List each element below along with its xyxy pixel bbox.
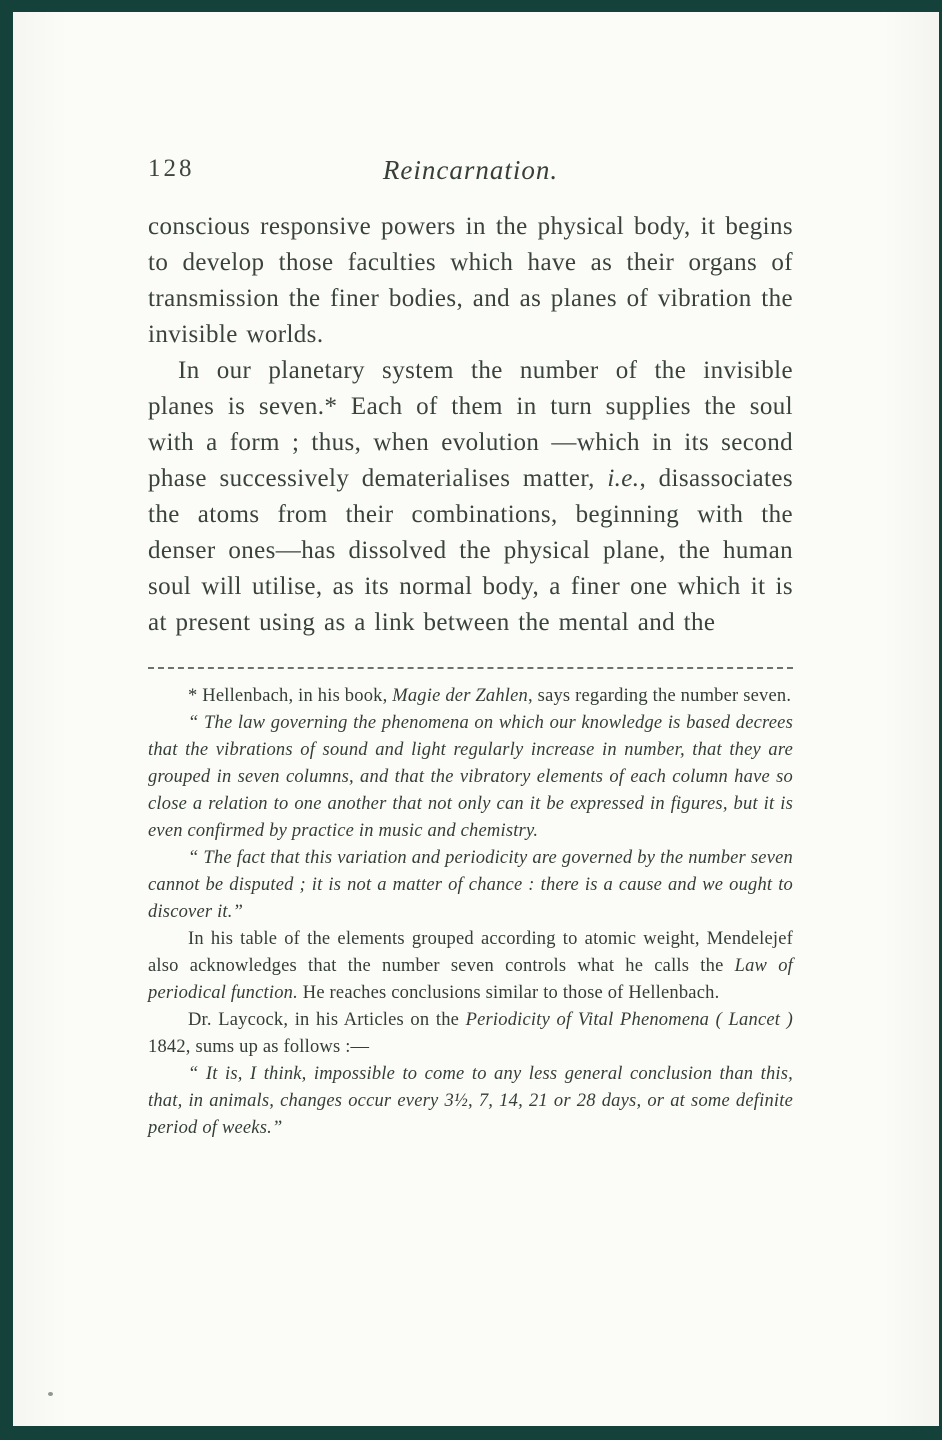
body-text	[148, 209, 793, 641]
text-segment: 1842, sums up as follows :—	[148, 1037, 370, 1057]
text-segment: “ The fact that this variation and periodicity are governed by the number seven cannot be disputed ; it is not a matter of chance : there is a cause and we ought to discover it.”	[148, 848, 793, 922]
text-segment: i.e.	[607, 465, 640, 492]
paragraph	[148, 1007, 793, 1061]
page-header	[148, 155, 793, 195]
scan-speck	[48, 1392, 53, 1396]
text-segment: He reaches conclusions similar to those of Hellenbach.	[297, 983, 720, 1003]
paragraph	[148, 1061, 793, 1142]
text-segment: , says regarding the number seven.	[528, 686, 792, 706]
text-segment: conscious responsive powers in the physical body, it begins to develop those faculties which have as their organs of transmission the finer bodies, and as planes of vibration the invisible worlds.	[148, 213, 793, 348]
text-segment: Law of periodical function.	[148, 956, 793, 1003]
footnote-text	[148, 683, 793, 1142]
running-title: Reincarnation.	[382, 155, 559, 185]
paragraph	[148, 683, 793, 710]
text-segment: Periodicity of Vital Phenomena ( Lancet )	[465, 1010, 793, 1030]
text-segment: , disassociates the atoms from their combinations, beginning with the denser ones—has dissolved the physical plane, the human soul will utilise, as its normal body, a finer one which it is at present using as a link between the mental and the	[148, 465, 793, 636]
text-segment: In his table of the elements grouped according to atomic weight, Mendelejef also acknowledges that the number seven controls what he calls the	[148, 929, 793, 976]
paragraph	[148, 710, 793, 845]
text-segment: In our planetary system the number of the invisible planes is seven.* Each of them in turn supplies the soul with a form ; thus, when evolution —which in its second phase successively dematerialises matter,	[148, 357, 793, 492]
page-number: 128	[148, 155, 195, 182]
text-segment: Dr. Laycock, in his Articles on the	[188, 1010, 466, 1030]
paragraph	[148, 926, 793, 1007]
text-segment: “ The law governing the phenomena on which our knowledge is based decrees that the vibrations of sound and light regularly increase in number, that they are grouped in seven columns, and that the vibratory elements of each column have so close a relation to one another that not only can it be expressed in figures, but it is even confirmed by practice in music and chemistry.	[148, 713, 793, 841]
footnote-separator	[148, 667, 793, 669]
text-segment: Magie der Zahlen	[392, 686, 529, 706]
paragraph	[148, 845, 793, 926]
book-page	[13, 12, 939, 1426]
paragraph	[148, 209, 793, 353]
paragraph	[148, 353, 793, 641]
text-segment: * Hellenbach, in his book,	[188, 686, 393, 706]
text-segment: “ It is, I think, impossible to come to any less general conclusion than this, that, in animals, changes occur every 3½, 7, 14, 21 or 28 days, or at some definite period of weeks.”	[148, 1064, 793, 1138]
